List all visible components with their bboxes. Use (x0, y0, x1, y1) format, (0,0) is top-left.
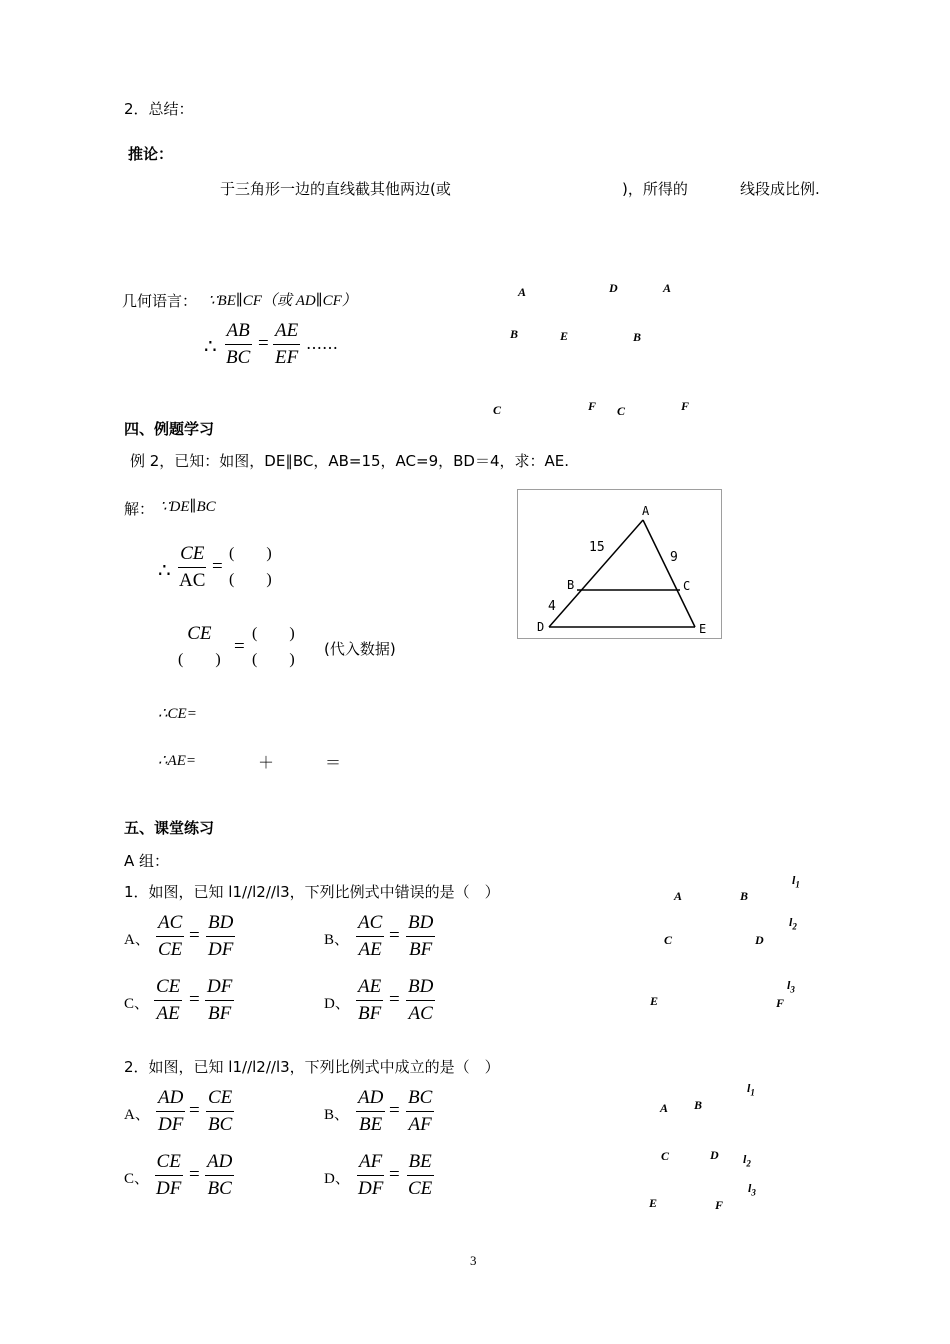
q2-option-c-label: C、 (124, 1171, 150, 1187)
example-figure (517, 489, 722, 639)
summary-heading: 2．总结： (124, 100, 194, 118)
denominator: AC (408, 1003, 433, 1024)
line-letter: l (792, 873, 796, 887)
fraction-ab-bc (224, 318, 252, 371)
numerator-blank: ( ) (229, 545, 272, 562)
line-subscript: 1 (750, 1087, 755, 1098)
q1-figure-label-d: D (755, 933, 764, 947)
q1-stem: 1．如图，已知 l1//l2//l3，下列比例式中错误的是（ ） (124, 883, 500, 901)
numerator: BD (406, 974, 435, 1001)
line-letter: l (743, 1152, 747, 1166)
denominator-blank: ( ) (178, 651, 221, 668)
q1-option-d-label: D、 (324, 996, 350, 1012)
numerator: CE (155, 1149, 183, 1176)
numerator-blank: ( ) (252, 625, 295, 642)
denominator-blank: ( ) (229, 571, 272, 588)
line-letter: l (748, 1181, 752, 1195)
denominator: CE (408, 1178, 433, 1199)
numerator: AE (273, 318, 300, 345)
equals-sign: = (234, 636, 245, 657)
vertex-a: A (642, 504, 650, 518)
line-subscript: 1 (795, 879, 800, 890)
q2-b-frac2 (406, 1085, 434, 1138)
denominator: BF (208, 1003, 232, 1024)
corollary-text-b: )，所得的 (622, 180, 688, 198)
denominator-blank: ( ) (252, 651, 295, 668)
q1-b-frac2 (406, 910, 435, 963)
q2-line-l2 (743, 1152, 751, 1168)
q2-figure-label-b: B (694, 1098, 703, 1112)
summary-figure-label-e: E (560, 329, 569, 343)
summary-figure-label-a2: A (663, 281, 672, 295)
equals-sign: = (189, 925, 200, 946)
examples-heading: 四、例题学习 (124, 420, 215, 438)
group-label: A 组： (124, 852, 170, 870)
line-letter: l (747, 1081, 751, 1095)
q2-figure-label-e: E (649, 1196, 658, 1210)
therefore-symbol: ∴ (158, 558, 171, 582)
equals-sign: = (189, 1164, 200, 1185)
q1-a-frac1 (156, 910, 184, 963)
example-problem: 例 2，已知：如图，DE∥BC，AB=15，AC=9，BD＝4，求：AE. (130, 452, 570, 470)
denominator: AE (358, 939, 382, 960)
q2-line-l3 (748, 1181, 756, 1197)
numerator: BD (206, 910, 235, 937)
denominator: BC (207, 1178, 232, 1199)
denominator: AF (408, 1114, 432, 1135)
q2-d-frac1 (356, 1149, 385, 1202)
denominator: BF (409, 939, 433, 960)
line-letter: l (787, 978, 791, 992)
denominator: EF (275, 347, 299, 368)
blank-fraction (227, 541, 274, 593)
q2-option-a-label: A、 (124, 1107, 150, 1123)
fraction-ae-ef (273, 318, 300, 371)
step-ce: ∴CE= (158, 706, 197, 722)
line-subscript: 2 (792, 921, 797, 932)
vertex-e: E (699, 622, 707, 636)
solution-condition: ∵DE∥BC (160, 499, 216, 515)
q2-option-d-label: D、 (324, 1171, 350, 1187)
solution-label: 解： (124, 500, 155, 518)
ellipsis: …… (306, 334, 338, 353)
q2-c-frac2 (205, 1149, 234, 1202)
equals-sign: = (189, 989, 200, 1010)
numerator: BD (406, 910, 435, 937)
q1-line-l3 (787, 978, 795, 994)
numerator: AC (156, 910, 184, 937)
substitute-note: (代入数据) (324, 640, 396, 658)
numerator: BC (406, 1085, 434, 1112)
summary-figure-label-a: A (518, 285, 527, 299)
corollary-text-a: 于三角形一边的直线截其他两边(或 (220, 180, 451, 198)
denominator: DF (158, 1114, 184, 1135)
q1-c-frac2 (205, 974, 234, 1027)
numerator: AD (356, 1085, 385, 1112)
geo-lang-label: 几何语言： (122, 292, 198, 310)
q2-option-b-label: B、 (324, 1107, 350, 1123)
q1-d-frac1 (356, 974, 383, 1027)
q2-a-frac2 (206, 1085, 234, 1138)
q2-a-frac1 (156, 1085, 185, 1138)
therefore-symbol: ∴ (204, 334, 217, 358)
equals-sign: = (189, 1100, 200, 1121)
summary-figure-label-f2: F (681, 399, 690, 413)
q2-figure-label-c: C (661, 1149, 670, 1163)
denominator: BF (358, 1003, 382, 1024)
numerator: CE (154, 974, 182, 1001)
line-letter: l (789, 915, 793, 929)
denominator: CE (158, 939, 183, 960)
q1-c-frac1 (154, 974, 182, 1027)
q2-d-frac2 (406, 1149, 434, 1202)
numerator: BE (407, 1149, 434, 1176)
q1-option-b-label: B、 (324, 932, 350, 948)
length-bd: 4 (548, 599, 556, 614)
fraction-ce-ac (177, 541, 207, 594)
denominator: AC (179, 570, 206, 591)
denominator: DF (358, 1178, 384, 1199)
length-ac: 9 (670, 550, 678, 565)
q1-line-l1 (792, 873, 800, 889)
q2-line-l1 (747, 1081, 755, 1097)
equals-sign: ＝ (325, 753, 342, 772)
vertex-c: C (683, 579, 691, 593)
numerator: AC (356, 910, 384, 937)
numerator: CE (206, 1085, 234, 1112)
corollary-label: 推论： (128, 145, 174, 163)
vertex-b: B (567, 578, 575, 592)
q2-figure-label-f: F (715, 1198, 724, 1212)
denominator: DF (156, 1178, 182, 1199)
practice-heading: 五、课堂练习 (124, 819, 215, 837)
line-subscript: 2 (746, 1158, 751, 1169)
numerator: AD (205, 1149, 234, 1176)
q1-option-c-label: C、 (124, 996, 150, 1012)
summary-figure-label-d: D (609, 281, 618, 295)
numerator: CE (187, 623, 212, 644)
page-number: 3 (470, 1253, 477, 1268)
numerator: AD (156, 1085, 185, 1112)
fraction-ce-blank (176, 621, 223, 673)
q1-figure-label-e: E (650, 994, 659, 1008)
numerator: DF (205, 974, 234, 1001)
equals-sign: = (258, 333, 269, 354)
triangle-diagram (518, 490, 721, 638)
geo-lang-condition: ∵BE∥CF（或 AD∥CF） (208, 293, 357, 309)
numerator: AF (357, 1149, 384, 1176)
q1-line-l2 (789, 915, 797, 931)
length-ab: 15 (589, 540, 605, 555)
q1-figure-label-b: B (740, 889, 749, 903)
step-ae: ∴AE= (158, 753, 196, 769)
summary-figure-label-c: C (493, 403, 502, 417)
denominator: BC (208, 1114, 233, 1135)
numerator: AE (356, 974, 383, 1001)
equals-sign: = (389, 1100, 400, 1121)
q2-b-frac1 (356, 1085, 385, 1138)
q1-d-frac2 (406, 974, 435, 1027)
numerator: AB (225, 318, 252, 345)
q2-stem: 2．如图，已知 l1//l2//l3，下列比例式中成立的是（ ） (124, 1058, 500, 1076)
q1-figure-label-a: A (674, 889, 683, 903)
equals-sign: = (389, 1164, 400, 1185)
summary-figure-label-b2: B (633, 330, 642, 344)
line-subscript: 3 (790, 984, 795, 995)
q1-option-a-label: A、 (124, 932, 150, 948)
equals-sign: = (212, 556, 223, 577)
equals-sign: = (389, 989, 400, 1010)
denominator: BC (226, 347, 251, 368)
equals-sign: = (389, 925, 400, 946)
summary-figure-label-c2: C (617, 404, 626, 418)
line-subscript: 3 (751, 1187, 756, 1198)
q2-figure-label-d: D (710, 1148, 719, 1162)
summary-figure-label-b: B (510, 327, 519, 341)
blank-fraction (250, 621, 297, 673)
plus-sign: ＋ (258, 753, 275, 772)
numerator: CE (178, 541, 206, 568)
denominator: DF (208, 939, 234, 960)
q2-c-frac1 (154, 1149, 183, 1202)
vertex-d: D (537, 620, 545, 634)
q1-b-frac1 (356, 910, 384, 963)
summary-figure-label-f: F (588, 399, 597, 413)
denominator: AE (156, 1003, 180, 1024)
q1-a-frac2 (206, 910, 235, 963)
denominator: BE (359, 1114, 383, 1135)
q1-figure-label-f: F (776, 996, 785, 1010)
q1-figure-label-c: C (664, 933, 673, 947)
q2-figure-label-a: A (660, 1101, 669, 1115)
corollary-text-c: 线段成比例. (740, 180, 820, 198)
